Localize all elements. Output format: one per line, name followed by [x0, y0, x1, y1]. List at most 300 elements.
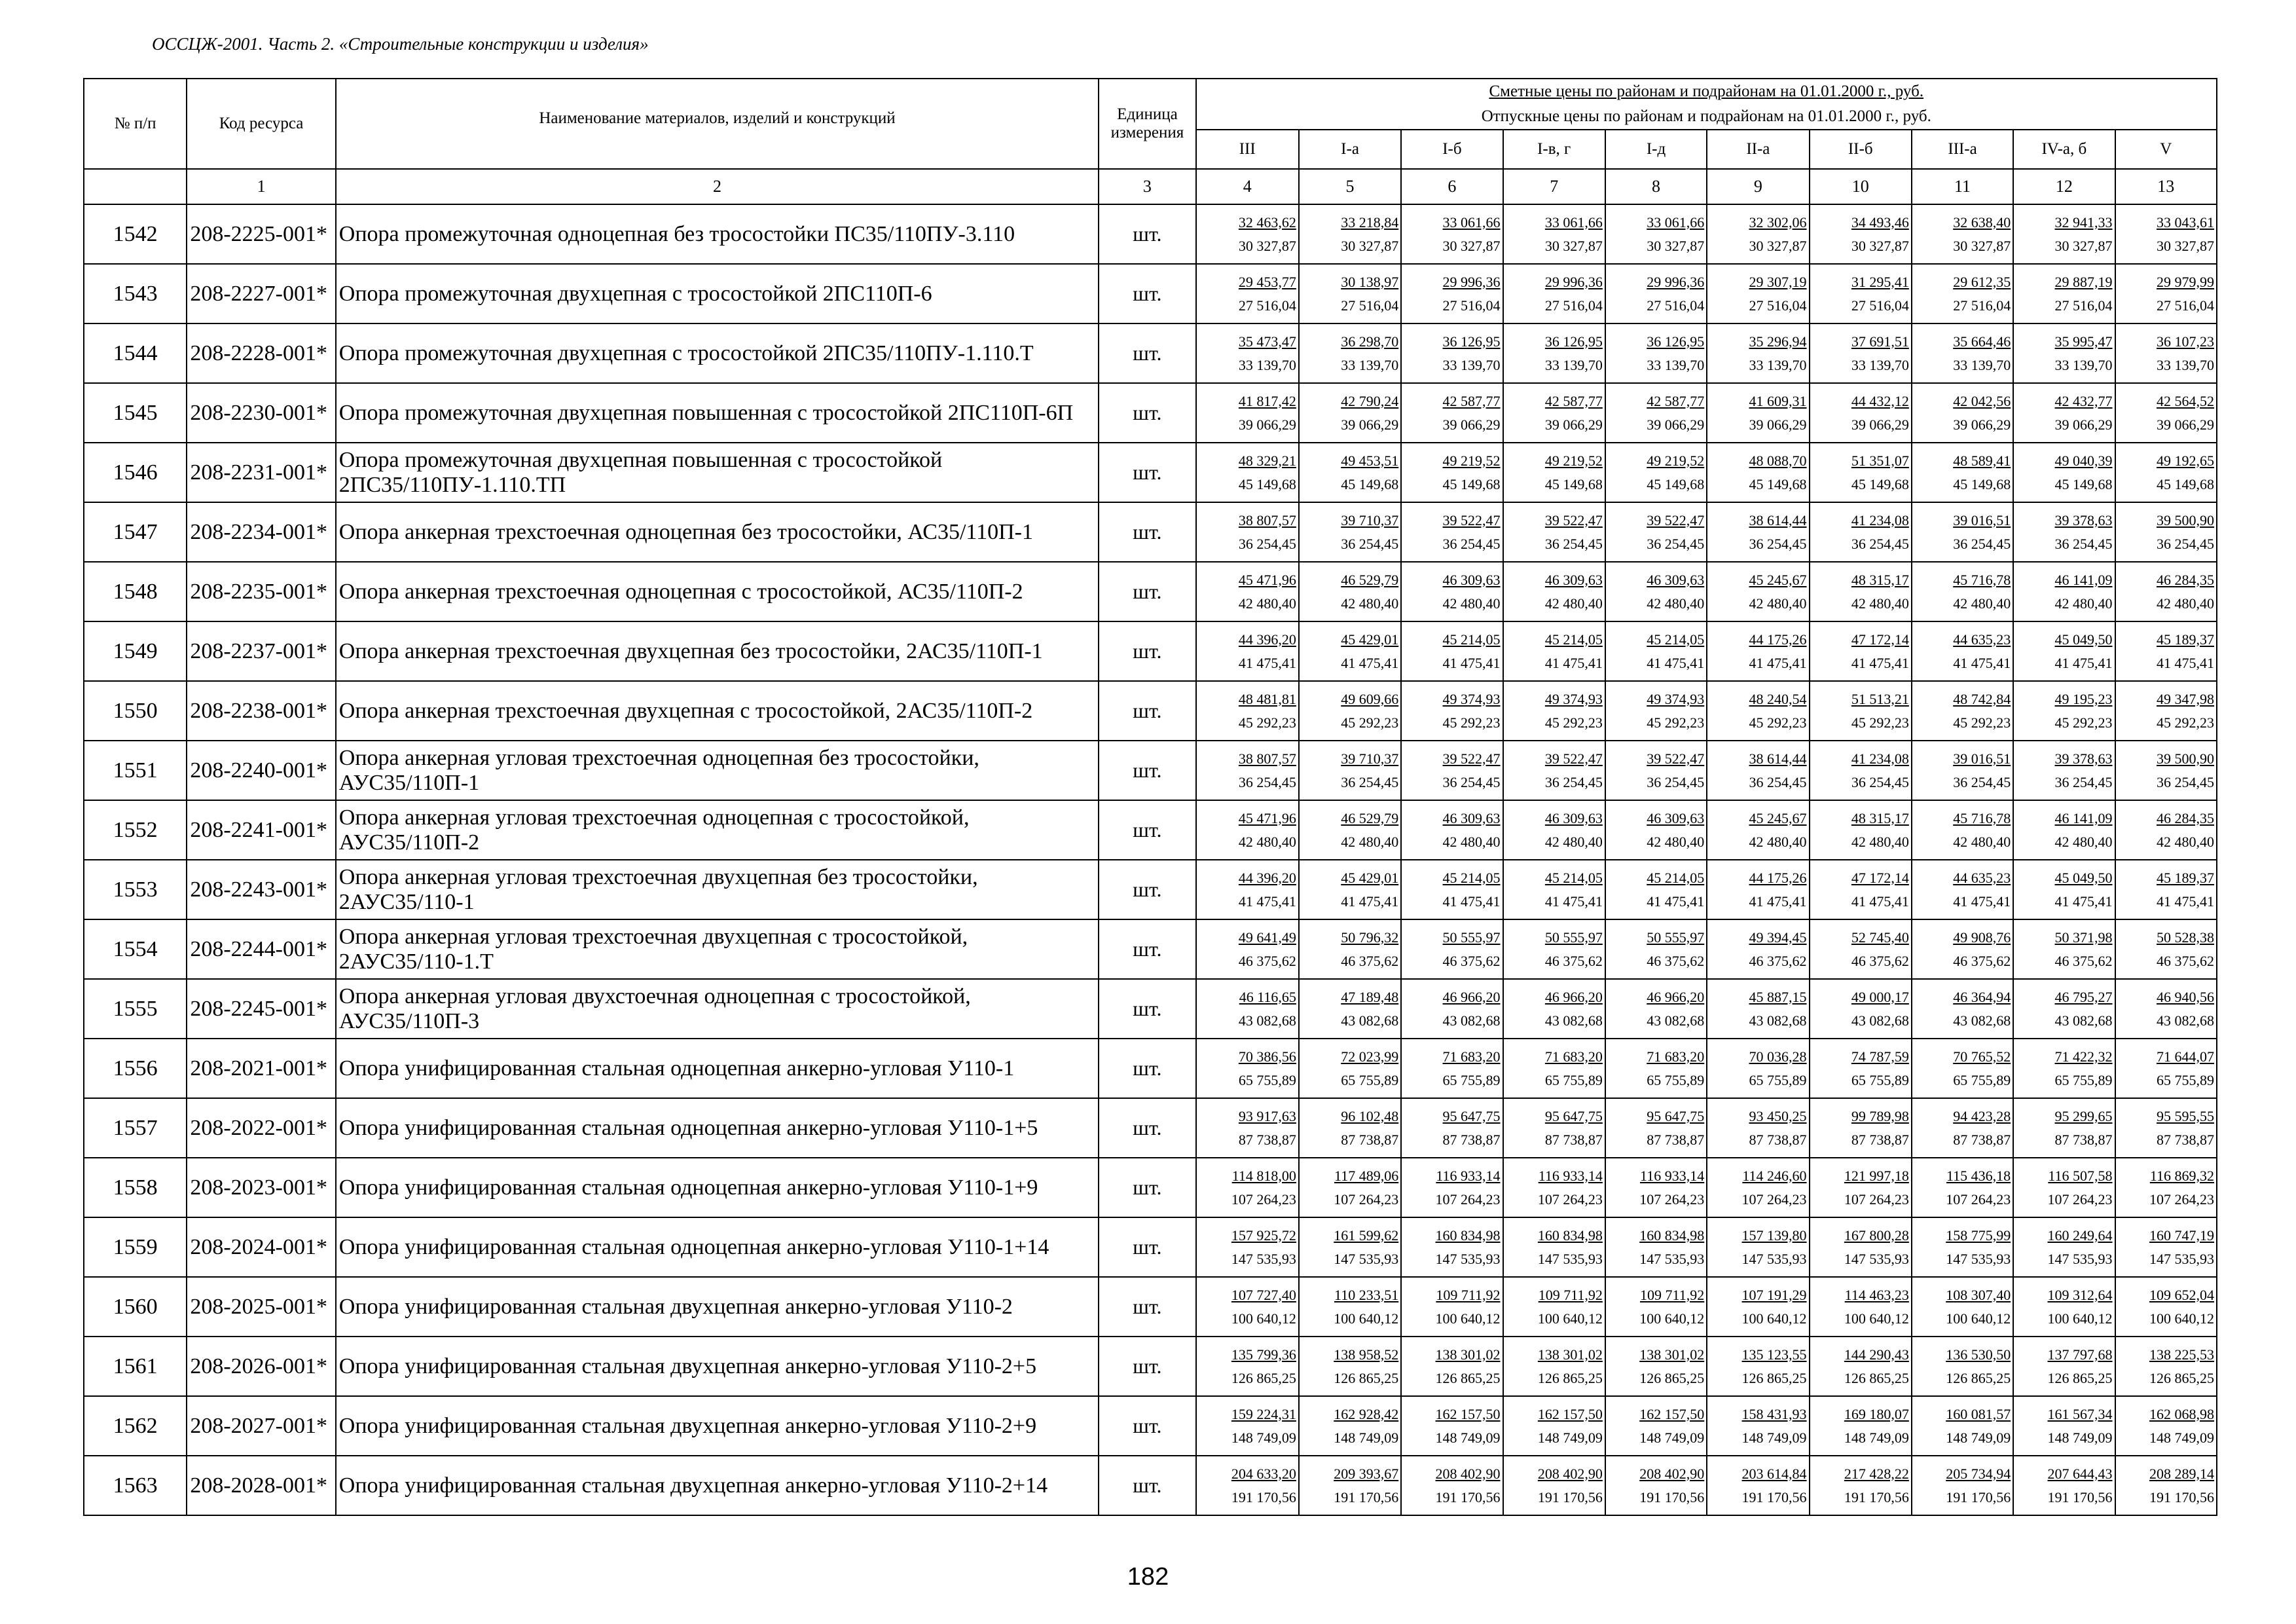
estimate-price: 49 609,66 — [1341, 690, 1399, 707]
release-price: 42 480,40 — [1544, 595, 1603, 612]
release-price: 126 865,25 — [1741, 1369, 1807, 1386]
estimate-price: 39 522,47 — [1544, 511, 1603, 528]
price-cell — [1810, 323, 1912, 383]
estimate-price: 93 450,25 — [1749, 1107, 1807, 1124]
release-price: 42 480,40 — [1749, 595, 1807, 612]
release-price: 41 475,41 — [1647, 893, 1705, 910]
release-price: 126 865,25 — [1231, 1369, 1296, 1386]
estimate-price: 49 040,39 — [2054, 452, 2113, 469]
price-cell — [1707, 621, 1809, 681]
resource-code: 208-2238-001* — [187, 681, 335, 741]
header-column-number: 8 — [1605, 169, 1707, 204]
estimate-price: 45 214,05 — [1544, 631, 1603, 648]
table-row — [84, 1456, 2217, 1515]
price-cell — [1912, 323, 2013, 383]
price-cell — [1503, 860, 1605, 919]
estimate-price: 162 928,42 — [1334, 1405, 1399, 1422]
estimate-price: 46 116,65 — [1239, 988, 1296, 1005]
release-price: 100 640,12 — [1741, 1310, 1807, 1327]
price-cell — [1912, 383, 2013, 443]
estimate-price: 46 141,09 — [2054, 571, 2113, 588]
price-cell — [1605, 1039, 1707, 1098]
release-price: 36 254,45 — [1851, 773, 1909, 790]
price-cell — [1196, 443, 1299, 502]
release-price: 46 375,62 — [1647, 952, 1705, 969]
table-row — [84, 1158, 2217, 1217]
estimate-price: 46 284,35 — [2157, 571, 2214, 588]
price-cell — [1707, 681, 1809, 741]
price-cell — [2115, 1396, 2217, 1456]
estimate-price: 46 966,20 — [1544, 988, 1603, 1005]
estimate-price: 36 298,70 — [1341, 333, 1399, 350]
release-price: 36 254,45 — [1953, 773, 2011, 790]
price-cell — [2013, 443, 2115, 502]
price-cell — [2013, 264, 2115, 323]
release-price: 87 738,87 — [1238, 1131, 1296, 1148]
estimate-price: 160 834,98 — [1537, 1227, 1603, 1244]
release-price: 42 480,40 — [2054, 595, 2113, 612]
item-name: Опора промежуточная двухцепная с тросостойкой 2ПС110П-6 — [336, 264, 1099, 323]
table-row — [84, 1039, 2217, 1098]
estimate-price: 33 061,66 — [1647, 213, 1705, 231]
estimate-price: 49 219,52 — [1544, 452, 1603, 469]
table-row — [84, 1277, 2217, 1337]
estimate-price: 49 374,93 — [1544, 690, 1603, 707]
price-cell — [2115, 1158, 2217, 1217]
price-cell — [1810, 443, 1912, 502]
estimate-price: 109 711,92 — [1640, 1286, 1705, 1303]
price-cell — [2115, 800, 2217, 860]
header-column-number: 10 — [1810, 169, 1912, 204]
estimate-price: 208 402,90 — [1639, 1465, 1705, 1482]
release-price: 36 254,45 — [1749, 773, 1807, 790]
price-cell — [1299, 741, 1401, 800]
estimate-price: 110 233,51 — [1334, 1286, 1399, 1303]
estimate-price: 45 716,78 — [1953, 571, 2011, 588]
price-cell — [1196, 562, 1299, 621]
release-price: 33 139,70 — [1341, 356, 1399, 373]
resource-code: 208-2028-001* — [187, 1456, 335, 1515]
estimate-price: 29 453,77 — [1238, 273, 1296, 290]
estimate-price: 70 036,28 — [1749, 1048, 1807, 1065]
estimate-price: 46 309,63 — [1544, 571, 1603, 588]
estimate-price: 71 422,32 — [2054, 1048, 2113, 1065]
estimate-price: 158 431,93 — [1741, 1405, 1807, 1422]
price-cell — [1401, 264, 1503, 323]
release-price: 27 516,04 — [2054, 297, 2113, 314]
unit-of-measure: шт. — [1099, 443, 1195, 502]
price-cell — [1196, 621, 1299, 681]
resource-code: 208-2241-001* — [187, 800, 335, 860]
release-price: 27 516,04 — [1544, 297, 1603, 314]
price-cell — [2013, 621, 2115, 681]
release-price: 45 149,68 — [2054, 475, 2113, 492]
release-price: 27 516,04 — [1953, 297, 2011, 314]
estimate-price: 46 309,63 — [1647, 809, 1705, 826]
price-cell — [1503, 1456, 1605, 1515]
price-cell — [1810, 800, 1912, 860]
estimate-price: 37 691,51 — [1851, 333, 1909, 350]
estimate-price: 109 711,92 — [1538, 1286, 1603, 1303]
price-cell — [1196, 264, 1299, 323]
estimate-price: 44 635,23 — [1953, 631, 2011, 648]
price-cell — [1707, 443, 1809, 502]
release-price: 33 139,70 — [1544, 356, 1603, 373]
estimate-price: 71 683,20 — [1442, 1048, 1501, 1065]
price-cell — [2115, 204, 2217, 264]
estimate-price: 50 796,32 — [1341, 929, 1399, 946]
price-cell — [1810, 383, 1912, 443]
price-cell — [2115, 443, 2217, 502]
release-price: 42 480,40 — [1442, 833, 1501, 850]
estimate-price: 209 393,67 — [1334, 1465, 1399, 1482]
estimate-price: 45 214,05 — [1647, 869, 1705, 886]
row-number: 1550 — [84, 681, 187, 741]
unit-of-measure: шт. — [1099, 383, 1195, 443]
release-price: 36 254,45 — [1341, 773, 1399, 790]
price-cell — [1707, 1396, 1809, 1456]
price-cell — [1299, 443, 1401, 502]
price-cell — [1401, 681, 1503, 741]
estimate-price: 45 245,67 — [1749, 571, 1807, 588]
release-price: 41 475,41 — [1544, 893, 1603, 910]
item-name: Опора унифицированная стальная одноцепная анкерно-угловая У110-1+9 — [336, 1158, 1099, 1217]
release-price: 87 738,87 — [1953, 1131, 2011, 1148]
release-price: 46 375,62 — [1238, 952, 1296, 969]
price-cell — [1401, 562, 1503, 621]
release-price: 41 475,41 — [1238, 893, 1296, 910]
release-price: 36 254,45 — [1851, 535, 1909, 552]
estimate-price: 49 641,49 — [1238, 929, 1296, 946]
estimate-price: 96 102,48 — [1341, 1107, 1399, 1124]
estimate-price: 44 635,23 — [1953, 869, 2011, 886]
estimate-price: 107 727,40 — [1231, 1286, 1296, 1303]
price-cell — [2013, 562, 2115, 621]
price-cell — [1810, 1039, 1912, 1098]
estimate-price: 31 295,41 — [1851, 273, 1909, 290]
estimate-price: 50 555,97 — [1544, 929, 1603, 946]
estimate-price: 42 042,56 — [1953, 392, 2011, 409]
release-price: 45 292,23 — [1442, 714, 1501, 731]
release-price: 100 640,12 — [1639, 1310, 1705, 1327]
release-price: 45 149,68 — [1341, 475, 1399, 492]
price-cell — [1810, 264, 1912, 323]
price-cell — [1401, 800, 1503, 860]
release-price: 45 149,68 — [1851, 475, 1909, 492]
price-cell — [1707, 383, 1809, 443]
price-cell — [1196, 1098, 1299, 1158]
estimate-price: 33 043,61 — [2157, 213, 2214, 231]
price-cell — [1299, 621, 1401, 681]
price-cell — [1196, 204, 1299, 264]
estimate-price: 46 309,63 — [1647, 571, 1705, 588]
price-cell — [1503, 1039, 1605, 1098]
price-cell — [1707, 1277, 1809, 1337]
price-cell — [1810, 1277, 1912, 1337]
release-price: 126 865,25 — [1844, 1369, 1909, 1386]
release-price: 33 139,70 — [1647, 356, 1705, 373]
release-price: 43 082,68 — [1238, 1012, 1296, 1029]
estimate-price: 109 711,92 — [1436, 1286, 1501, 1303]
estimate-price: 47 172,14 — [1851, 869, 1909, 886]
price-cell — [2013, 860, 2115, 919]
release-price: 45 149,68 — [1749, 475, 1807, 492]
estimate-price: 99 789,98 — [1851, 1107, 1909, 1124]
price-cell — [1196, 502, 1299, 562]
price-cell — [1912, 1039, 2013, 1098]
estimate-price: 39 378,63 — [2054, 511, 2113, 528]
release-price: 191 170,56 — [2047, 1488, 2113, 1505]
release-price: 46 375,62 — [1851, 952, 1909, 969]
price-cell — [1299, 1396, 1401, 1456]
header-column-number: 6 — [1401, 169, 1503, 204]
price-cell — [1401, 741, 1503, 800]
estimate-price: 44 396,20 — [1238, 631, 1296, 648]
table-row — [84, 562, 2217, 621]
resource-code: 208-2237-001* — [187, 621, 335, 681]
release-price: 33 139,70 — [2054, 356, 2113, 373]
release-price: 42 480,40 — [2157, 833, 2214, 850]
item-name: Опора анкерная трехстоечная одноцепная с тросостойкой, АС35/110П-2 — [336, 562, 1099, 621]
release-price: 42 480,40 — [1647, 833, 1705, 850]
price-cell — [1912, 264, 2013, 323]
item-name: Опора унифицированная стальная двухцепная анкерно-угловая У110-2+9 — [336, 1396, 1099, 1456]
release-price: 147 535,93 — [1537, 1250, 1603, 1267]
price-cell — [1299, 800, 1401, 860]
estimate-price: 45 716,78 — [1953, 809, 2011, 826]
item-name: Опора унифицированная стальная двухцепная анкерно-угловая У110-2 — [336, 1277, 1099, 1337]
release-price: 148 749,09 — [2149, 1429, 2214, 1446]
release-price: 33 139,70 — [1749, 356, 1807, 373]
price-cell — [1401, 1337, 1503, 1396]
price-cell — [2115, 919, 2217, 979]
release-price: 45 149,68 — [1953, 475, 2011, 492]
resource-code: 208-2024-001* — [187, 1217, 335, 1277]
estimate-price: 49 394,45 — [1749, 929, 1807, 946]
release-price: 27 516,04 — [1851, 297, 1909, 314]
release-price: 100 640,12 — [1537, 1310, 1603, 1327]
release-price: 148 749,09 — [1537, 1429, 1603, 1446]
estimate-price: 33 061,66 — [1442, 213, 1501, 231]
price-cell — [1503, 1277, 1605, 1337]
price-cell — [2115, 621, 2217, 681]
estimate-price: 46 364,94 — [1953, 988, 2011, 1005]
table-row — [84, 800, 2217, 860]
price-cell — [2115, 1039, 2217, 1098]
price-cell — [1605, 1456, 1707, 1515]
price-cell — [1605, 741, 1707, 800]
price-cell — [1912, 1456, 2013, 1515]
header-column-number: 1 — [187, 169, 335, 204]
item-name: Опора промежуточная двухцепная повышенная с тросостойкой 2ПС110П-6П — [336, 383, 1099, 443]
estimate-price: 72 023,99 — [1341, 1048, 1399, 1065]
resource-code: 208-2026-001* — [187, 1337, 335, 1396]
release-price: 41 475,41 — [1647, 654, 1705, 671]
item-name: Опора промежуточная двухцепная с тросостойкой 2ПС35/110ПУ-1.110.Т — [336, 323, 1099, 383]
release-price: 33 139,70 — [2157, 356, 2214, 373]
price-cell — [1605, 502, 1707, 562]
estimate-price: 116 933,14 — [1538, 1167, 1603, 1184]
estimate-price: 71 683,20 — [1647, 1048, 1705, 1065]
estimate-price: 95 647,75 — [1544, 1107, 1603, 1124]
release-price: 65 755,89 — [1647, 1071, 1705, 1088]
release-price: 42 480,40 — [1341, 833, 1399, 850]
item-name: Опора анкерная трехстоечная двухцепная без тросостойки, 2АС35/110П-1 — [336, 621, 1099, 681]
price-cell — [1707, 800, 1809, 860]
estimate-price: 46 309,63 — [1544, 809, 1603, 826]
header-region: II-а — [1707, 130, 1809, 169]
row-number: 1545 — [84, 383, 187, 443]
price-cell — [1299, 919, 1401, 979]
release-price: 87 738,87 — [2054, 1131, 2113, 1148]
release-price: 27 516,04 — [1341, 297, 1399, 314]
release-price: 43 082,68 — [1953, 1012, 2011, 1029]
release-price: 36 254,45 — [1238, 535, 1296, 552]
estimate-price: 49 219,52 — [1647, 452, 1705, 469]
price-cell — [1401, 1277, 1503, 1337]
price-cell — [1299, 1039, 1401, 1098]
estimate-price: 162 068,98 — [2149, 1405, 2214, 1422]
release-price: 27 516,04 — [1238, 297, 1296, 314]
estimate-price: 208 402,90 — [1435, 1465, 1501, 1482]
row-number: 1562 — [84, 1396, 187, 1456]
estimate-price: 32 941,33 — [2054, 213, 2113, 231]
price-cell — [2115, 1217, 2217, 1277]
estimate-price: 109 312,64 — [2047, 1286, 2113, 1303]
release-price: 65 755,89 — [1851, 1071, 1909, 1088]
release-price: 100 640,12 — [2149, 1310, 2214, 1327]
release-price: 100 640,12 — [1844, 1310, 1909, 1327]
release-price: 147 535,93 — [2047, 1250, 2113, 1267]
estimate-price: 52 745,40 — [1851, 929, 1909, 946]
release-price: 148 749,09 — [1435, 1429, 1501, 1446]
unit-of-measure: шт. — [1099, 919, 1195, 979]
estimate-price: 35 664,46 — [1953, 333, 2011, 350]
estimate-price: 48 329,21 — [1238, 452, 1296, 469]
price-cell — [1299, 1456, 1401, 1515]
price-cell — [1196, 1217, 1299, 1277]
unit-of-measure: шт. — [1099, 681, 1195, 741]
estimate-price: 45 471,96 — [1238, 571, 1296, 588]
release-price: 39 066,29 — [1341, 416, 1399, 433]
estimate-price: 161 567,34 — [2047, 1405, 2113, 1422]
price-cell — [1605, 979, 1707, 1039]
release-price: 147 535,93 — [1946, 1250, 2011, 1267]
estimate-price: 48 240,54 — [1749, 690, 1807, 707]
release-price: 148 749,09 — [1334, 1429, 1399, 1446]
item-name: Опора анкерная трехстоечная одноцепная без тросостойки, АС35/110П-1 — [336, 502, 1099, 562]
row-number: 1551 — [84, 741, 187, 800]
estimate-price: 48 088,70 — [1749, 452, 1807, 469]
price-cell — [2115, 383, 2217, 443]
estimate-price: 114 463,23 — [1844, 1286, 1909, 1303]
release-price: 39 066,29 — [1851, 416, 1909, 433]
release-price: 39 066,29 — [2157, 416, 2214, 433]
estimate-price: 50 555,97 — [1647, 929, 1705, 946]
release-price: 46 375,62 — [2157, 952, 2214, 969]
estimate-price: 116 869,32 — [2149, 1167, 2214, 1184]
price-cell — [1605, 264, 1707, 323]
release-price: 36 254,45 — [2054, 773, 2113, 790]
price-cell — [2115, 860, 2217, 919]
release-price: 100 640,12 — [1435, 1310, 1501, 1327]
price-cell — [2115, 1337, 2217, 1396]
release-price: 39 066,29 — [1953, 416, 2011, 433]
release-price: 41 475,41 — [1851, 654, 1909, 671]
estimate-price: 33 061,66 — [1544, 213, 1603, 231]
price-cell — [1707, 1158, 1809, 1217]
resource-code: 208-2243-001* — [187, 860, 335, 919]
release-price: 46 375,62 — [2054, 952, 2113, 969]
estimate-price: 29 887,19 — [2054, 273, 2113, 290]
price-cell — [1810, 681, 1912, 741]
release-price: 45 149,68 — [1647, 475, 1705, 492]
release-price: 100 640,12 — [1946, 1310, 2011, 1327]
estimate-price: 137 797,68 — [2047, 1346, 2113, 1363]
estimate-price: 39 710,37 — [1341, 750, 1399, 767]
price-cell — [2115, 1098, 2217, 1158]
row-number: 1546 — [84, 443, 187, 502]
release-price: 87 738,87 — [1442, 1131, 1501, 1148]
header-region: III — [1196, 130, 1299, 169]
estimate-price: 29 979,99 — [2157, 273, 2214, 290]
price-cell — [2115, 502, 2217, 562]
price-cell — [1503, 1098, 1605, 1158]
unit-of-measure: шт. — [1099, 1456, 1195, 1515]
release-price: 41 475,41 — [1341, 654, 1399, 671]
estimate-price: 35 473,47 — [1238, 333, 1296, 350]
price-cell — [1401, 621, 1503, 681]
estimate-price: 47 189,48 — [1341, 988, 1399, 1005]
row-number: 1554 — [84, 919, 187, 979]
release-price: 147 535,93 — [1639, 1250, 1705, 1267]
estimate-price: 42 790,24 — [1341, 392, 1399, 409]
price-cell — [1503, 1396, 1605, 1456]
row-number: 1557 — [84, 1098, 187, 1158]
resource-code: 208-2025-001* — [187, 1277, 335, 1337]
table-row — [84, 443, 2217, 502]
resource-code: 208-2240-001* — [187, 741, 335, 800]
estimate-price: 35 995,47 — [2054, 333, 2113, 350]
price-cell — [1299, 860, 1401, 919]
price-cell — [1810, 562, 1912, 621]
release-price: 43 082,68 — [1647, 1012, 1705, 1029]
price-cell — [1810, 741, 1912, 800]
price-cell — [2013, 919, 2115, 979]
estimate-price: 46 529,79 — [1341, 809, 1399, 826]
price-cell — [1707, 741, 1809, 800]
release-price: 87 738,87 — [1341, 1131, 1399, 1148]
estimate-price: 207 644,43 — [2047, 1465, 2113, 1482]
price-cell — [1196, 1456, 1299, 1515]
estimate-price: 160 249,64 — [2047, 1227, 2113, 1244]
price-cell — [2115, 681, 2217, 741]
release-price: 45 292,23 — [2157, 714, 2214, 731]
price-cell — [1503, 741, 1605, 800]
price-cell — [1605, 443, 1707, 502]
release-price: 36 254,45 — [1647, 535, 1705, 552]
unit-of-measure: шт. — [1099, 1039, 1195, 1098]
release-price: 45 149,68 — [2157, 475, 2214, 492]
price-cell — [1605, 1396, 1707, 1456]
release-price: 147 535,93 — [1231, 1250, 1296, 1267]
estimate-price: 160 834,98 — [1639, 1227, 1705, 1244]
estimate-price: 71 644,07 — [2157, 1048, 2214, 1065]
item-name: Опора промежуточная двухцепная повышенная с тросостойкой 2ПС35/110ПУ-1.110.ТП — [336, 443, 1099, 502]
release-price: 30 327,87 — [1238, 237, 1296, 254]
item-name: Опора анкерная угловая трехстоечная одноцепная с тросостойкой, АУС35/110П-2 — [336, 800, 1099, 860]
unit-of-measure: шт. — [1099, 264, 1195, 323]
